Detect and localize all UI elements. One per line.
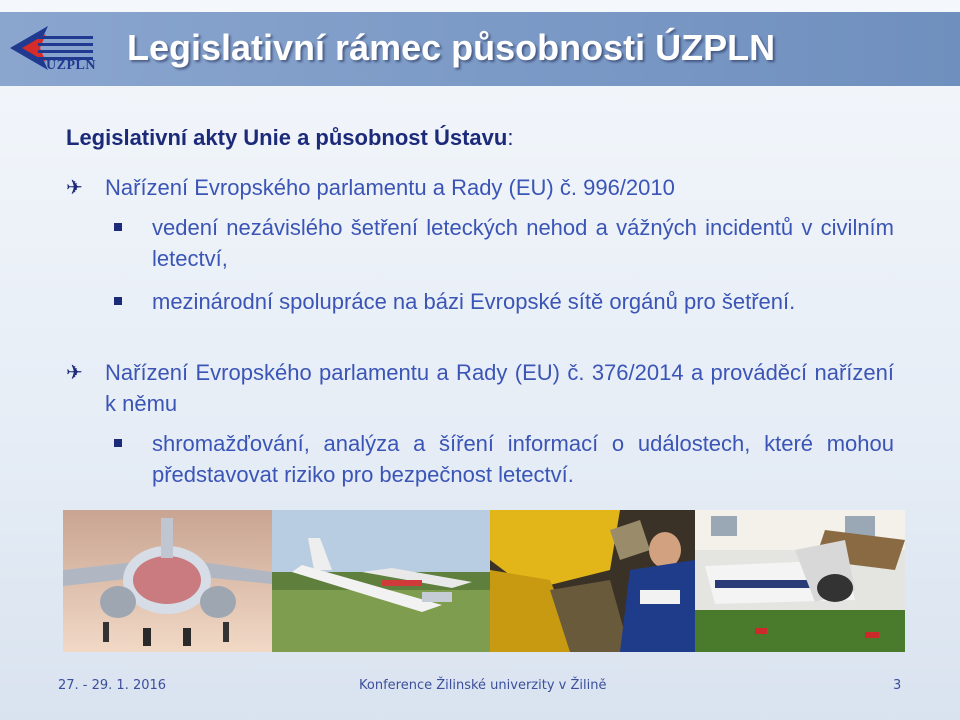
section-heading-text: Legislativní akty Unie a působnost Ústavu — [66, 125, 508, 150]
list-item — [66, 357, 894, 419]
footer-date: 27. - 29. 1. 2016 — [58, 678, 167, 693]
page-number: 3 — [893, 678, 902, 693]
list-item — [66, 172, 894, 203]
airplane-bullet-icon: ✈ — [66, 177, 83, 199]
sub-list-item — [114, 286, 894, 317]
wreckage-investigator-photo — [490, 510, 695, 652]
list-item-text: Nařízení Evropského parlamentu a Rady (EU) č. 996/2010 — [105, 175, 675, 200]
list-item-text: Nařízení Evropského parlamentu a Rady (EU) č. 376/2014 a prováděcí nařízení k němu — [105, 360, 894, 416]
crashed-plane-photo — [695, 510, 905, 652]
slide-title: Legislativní rámec působnosti ÚZPLN — [127, 27, 776, 68]
sub-list-item-text: shromažďování, analýza a šíření informací o událostech, které mohou představovat riziko pro bezpečnost letectví. — [152, 431, 894, 487]
square-bullet-icon — [114, 297, 122, 305]
light-aircraft-photo — [272, 510, 490, 652]
airliner-photo — [63, 510, 272, 652]
sub-list-item — [114, 428, 894, 490]
sub-list-item-text: vedení nezávislého šetření leteckých nehod a vážných incidentů v civilním letectví, — [152, 215, 894, 271]
airplane-bullet-icon: ✈ — [66, 362, 83, 384]
square-bullet-icon — [114, 223, 122, 231]
photo-strip — [63, 510, 905, 652]
section-heading — [66, 125, 513, 151]
sub-list-item — [114, 212, 894, 274]
square-bullet-icon — [114, 439, 122, 447]
logo-text: ÚZPLN — [46, 58, 96, 73]
sub-list-item-text: mezinárodní spolupráce na bázi Evropské sítě orgánů pro šetření. — [152, 289, 796, 314]
section-heading-colon: : — [507, 125, 514, 150]
footer-conference: Konference Žilinské univerzity v Žilině — [359, 678, 607, 693]
